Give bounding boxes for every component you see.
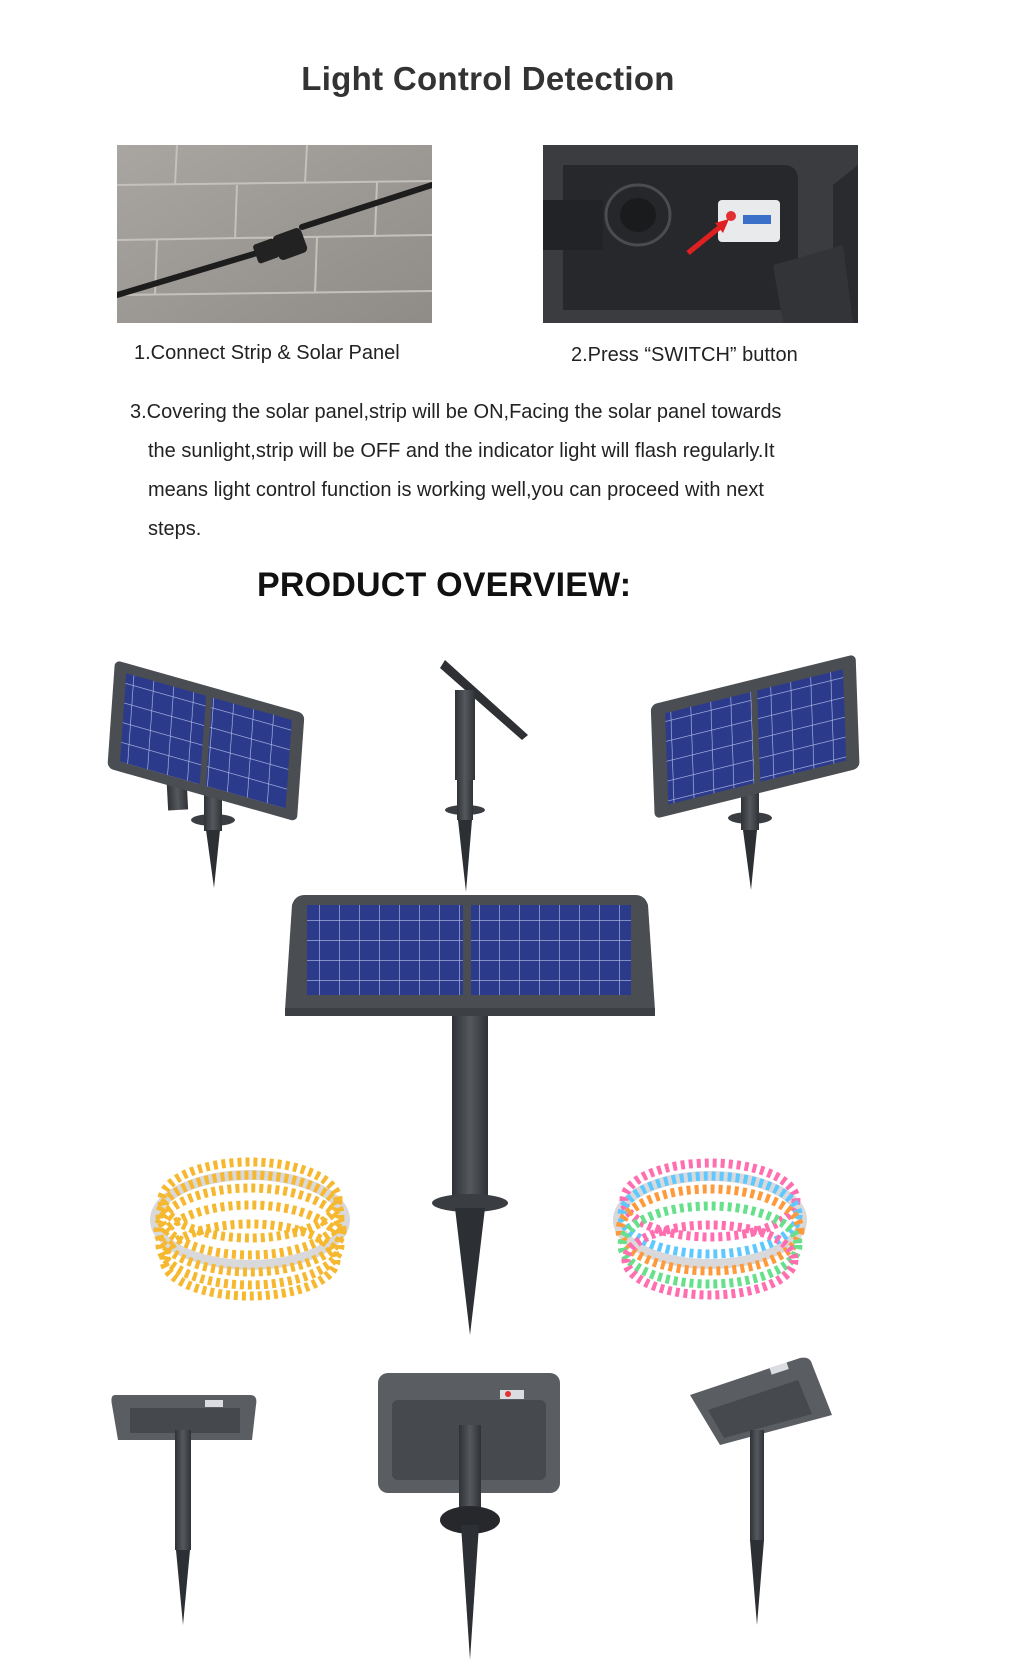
led-strip-warm-coil xyxy=(155,1162,345,1296)
step2-caption: 2.Press “SWITCH” button xyxy=(571,344,798,366)
page-title: Light Control Detection xyxy=(301,60,675,97)
solar-panel-front-left xyxy=(107,660,304,888)
led-strip-rgb-coil xyxy=(618,1163,802,1295)
solar-panel-front-right xyxy=(651,654,860,890)
solar-panel-side-view xyxy=(440,660,528,892)
solar-panel-main xyxy=(285,895,655,1335)
step3-line-3: means light control function is working well,you can proceed with next xyxy=(148,479,764,501)
step3-line-4: steps. xyxy=(148,518,202,540)
connector-photo xyxy=(117,145,432,323)
solar-panel-back-right xyxy=(690,1358,832,1625)
product-overview-heading: PRODUCT OVERVIEW: xyxy=(257,566,632,604)
solar-panel-back-left xyxy=(111,1395,256,1625)
step3-line-2: the sunlight,strip will be OFF and the indicator light will flash regularly.It xyxy=(148,440,775,462)
switch-photo xyxy=(543,145,858,323)
solar-panel-back-center xyxy=(378,1373,560,1660)
step3-line-1: 3.Covering the solar panel,strip will be ON,Facing the solar panel towards xyxy=(130,401,782,423)
step3-instructions xyxy=(130,393,870,549)
product-illustrations xyxy=(0,640,1024,1669)
step1-caption: 1.Connect Strip & Solar Panel xyxy=(134,342,400,364)
